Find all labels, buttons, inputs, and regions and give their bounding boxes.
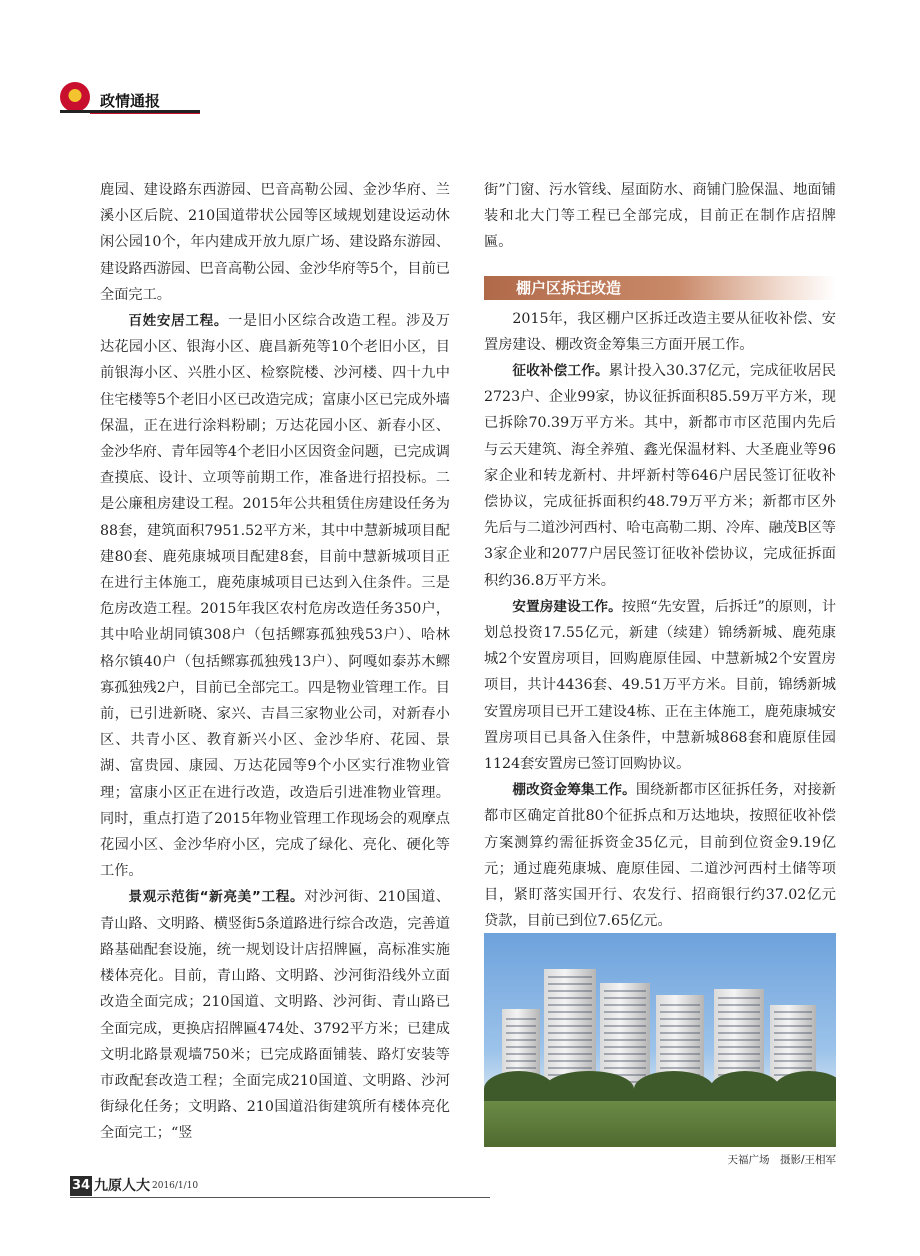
paragraph-text: 对沙河街、210国道、青山路、文明路、横竖街5条道路进行综合改造，完善道路基础配套设施，统一规划设计店招牌匾，高标准实施楼体亮化。目前，青山路、文明路、沙河街沿线外立面改造全面完成；210国道、文明路、沙河街、青山路已全面完成，更换店招牌匾474处、3792平方米；已建成文明北路景观墙750米；已完成路面铺装、路灯安装等市政配套改造工程；全面完成210国道、文明路、沙河街绿化任务；文明路、210国道沿街建筑所有楼体亮化全面完工；“竖	[100, 889, 450, 1142]
footer-rule	[70, 1197, 490, 1198]
photo-ground	[484, 1101, 836, 1147]
right-column	[484, 177, 836, 934]
paragraph	[484, 777, 836, 934]
paragraph-text: 围绕新都市区征拆任务，对接新都市区确定首批80个征拆点和万达地块，按照征收补偿方案测算约需征拆资金35亿元，目前到位资金9.19亿元；通过鹿苑康城、鹿原佳园、二道沙河西村土储等项目，紧盯落实国开行、农发行、招商银行约37.02亿元贷款，目前已到位7.65亿元。	[484, 782, 836, 930]
paragraph: 街”门窗、污水管线、屋面防水、商铺门脸保温、地面铺装和北大门等工程已全部完成，目前正在制作店招牌匾。	[484, 182, 836, 251]
issue-date: 2016/1/10	[152, 1181, 199, 1191]
page-footer	[70, 1176, 490, 1196]
paragraph-lead: 景观示范街“新亮美”工程。	[128, 889, 305, 906]
paragraph	[484, 358, 836, 594]
photo-caption: 天福广场 摄影/王相军	[727, 1154, 836, 1166]
header-rule	[60, 110, 200, 113]
page-number: 34	[70, 1176, 92, 1196]
paragraph-lead: 征收补偿工作。	[512, 363, 609, 380]
magazine-name: 九原人大	[94, 1178, 150, 1194]
paragraph: 鹿园、建设路东西游园、巴音高勒公园、金沙华府、兰溪小区后院、210国道带状公园等区域规划建设运动休闲公园10个，年内建成开放九原广场、建设路东游园、建设路西游园、巴音高勒公园、金沙华府等5个，目前已全面完工。	[100, 182, 450, 303]
paragraph-text: 一是旧小区综合改造工程。涉及万达花园小区、银海小区、鹿昌新苑等10个老旧小区，目前银海小区、兴胜小区、检察院楼、沙河楼、四十九中住宅楼等5个老旧小区已改造完成；富康小区已完成外墙保温，正在进行涂料粉刷；万达花园小区、新春小区、金沙华府、青年园等4个老旧小区因资金问题，已完成调查摸底、设计、立项等前期工作，准备进行招投标。二是公廉租房建设工程。2015年公共租赁住房建设任务为88套，建筑面积7951.52平方米，其中中慧新城项目配建80套、鹿苑康城项目配建8套，目前中慧新城项目正在进行主体施工，鹿苑康城项目已达到入住条件。三是危房改造工程。2015年我区农村危房改造任务350户，其中哈业胡同镇308户（包括鳏寡孤独残53户）、哈林格尔镇40户（包括鳏寡孤独残13户）、阿嘎如泰苏木鳏寡孤独残2户，目前已全部完工。四是物业管理工作。目前，已引进新晓、家兴、吉昌三家物业公司，对新春小区、共青小区、教育新兴小区、金沙华府、花园、景湖、富贵园、康园、万达花园等9个小区实行准物业管理；富康小区正在进行改造，改造后引进准物业管理。同时，重点打造了2015年物业管理工作现场会的观摩点花园小区、金沙华府小区，完成了绿化、亮化、硬化等工作。	[100, 313, 450, 880]
paragraph	[100, 884, 450, 1146]
paragraph: 2015年，我区棚户区拆迁改造主要从征收补偿、安置房建设、棚改资金筹集三方面开展工作。	[484, 310, 836, 353]
page-header	[60, 82, 200, 116]
national-emblem-icon	[60, 82, 90, 112]
paragraph-lead: 棚改资金筹集工作。	[512, 782, 636, 799]
paragraph-text: 按照“先安置，后拆迁”的原则，计划总投资17.55亿元，新建（续建）锦绣新城、鹿苑康城2个安置房项目，回购鹿原佳园、中慧新城2个安置房项目，共计4436套、49.51万平方米。目前，锦绣新城安置房项目已开工建设4栋、正在主体施工，鹿苑康城安置房项目已具备入住条件，中慧新城868套和鹿原佳园1124套安置房已签订回购协议。	[484, 598, 837, 773]
paragraph-lead: 安置房建设工作。	[512, 598, 622, 615]
section-title: 政情通报	[100, 92, 161, 110]
paragraph-text: 累计投入30.37亿元，完成征收居民2723户、企业99家，协议征拆面积85.59万平方米，现已拆除70.39万平方米。其中，新都市市区范围内先后与云天建筑、海全养殖、鑫光保温材料、大圣鹿业等96家企业和转龙新村、井坪新村等646户居民签订征收补偿协议，完成征拆面积约48.79万平方米；新都市区外先后与二道沙河西村、哈屯高勒二期、冷库、融茂B区等3家企业和2077户居民签订征收补偿协议，完成征拆面积约36.8万平方米。	[484, 363, 836, 589]
city-skyline-photo	[484, 933, 836, 1147]
paragraph-lead: 百姓安居工程。	[128, 313, 229, 330]
paragraph	[100, 308, 450, 884]
paragraph	[484, 594, 836, 777]
subsection-heading: 棚户区拆迁改造	[484, 276, 836, 300]
left-column	[100, 177, 450, 1147]
